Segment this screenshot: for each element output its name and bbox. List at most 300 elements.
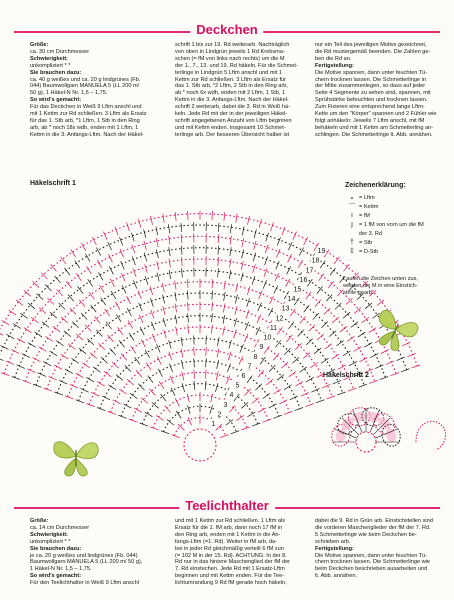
round-number-label: 9 bbox=[259, 344, 264, 352]
stitch-mark bbox=[144, 241, 146, 250]
stitch-mark bbox=[0, 331, 3, 335]
stitch-mark bbox=[169, 340, 172, 349]
stitch-mark bbox=[175, 398, 179, 406]
stitch-mark bbox=[234, 318, 237, 327]
stitch-mark bbox=[176, 327, 178, 336]
stitch-mark bbox=[127, 308, 131, 316]
stitch-mark bbox=[240, 344, 244, 352]
stitch-mark bbox=[224, 281, 225, 290]
stitch-mark bbox=[105, 309, 110, 316]
stitch-mark bbox=[182, 383, 185, 392]
stitch-mark bbox=[32, 358, 40, 362]
stitch-mark bbox=[412, 365, 420, 368]
legend-text: = Stb bbox=[359, 239, 373, 246]
stitch-mark bbox=[139, 303, 143, 311]
section-heading: Sie brauchen dazu: bbox=[30, 69, 82, 76]
text-line: beginnen und mit Kettm enden. Für die Tee- bbox=[175, 573, 285, 580]
stitch-mark bbox=[65, 369, 73, 373]
text-column-1 bbox=[30, 518, 162, 587]
stitch-mark bbox=[148, 376, 153, 383]
round-number-label: 18 bbox=[311, 257, 320, 265]
stitch-mark bbox=[254, 229, 256, 238]
stitch-mark bbox=[273, 415, 281, 418]
diagram-2-label: Häkelschrift 2 bbox=[323, 372, 369, 379]
stitch-mark bbox=[332, 317, 339, 323]
round-number-label: 16 bbox=[299, 276, 308, 284]
stitch-mark bbox=[187, 302, 188, 311]
butterfly-image bbox=[48, 432, 104, 480]
text-line: Sprühstärke befeuchten und trocknen lassen. bbox=[315, 97, 428, 104]
legend-symbol-icon: ⌒ bbox=[348, 203, 356, 211]
stitch-mark bbox=[206, 336, 207, 345]
stitch-mark bbox=[241, 273, 243, 282]
text-column-3 bbox=[315, 518, 447, 580]
stitch-mark bbox=[120, 249, 123, 257]
text-line: 50 g), 1 Häkel-N Nr. 1,5 – 1,75. bbox=[30, 90, 108, 97]
stitch-mark bbox=[248, 216, 250, 225]
text-line: lichtumrandung 9 Rd fM gerade hoch häkeln, bbox=[175, 580, 287, 587]
stitch-mark bbox=[24, 328, 31, 333]
stitch-mark bbox=[140, 423, 148, 426]
stitch-mark bbox=[315, 300, 321, 307]
stitch-mark bbox=[288, 254, 292, 262]
stitch-mark bbox=[182, 372, 184, 381]
stitch-mark bbox=[27, 369, 35, 373]
stitch-mark bbox=[71, 250, 76, 258]
round-number-label: 13 bbox=[281, 305, 290, 313]
section-heading: Fertigstellung: bbox=[315, 62, 354, 69]
text-line: der 1., 7., 13. und 19. Rd häkeln. Für die Schmet- bbox=[175, 62, 298, 69]
stitch-mark bbox=[86, 404, 94, 407]
stitch-mark bbox=[113, 400, 121, 404]
stitch-mark bbox=[386, 361, 394, 365]
stitch-mark bbox=[265, 245, 268, 254]
round-number-label: 15 bbox=[293, 286, 302, 294]
stitch-mark bbox=[300, 367, 307, 372]
legend-symbol-icon: ȷ bbox=[351, 221, 353, 228]
stitch-mark bbox=[230, 224, 231, 233]
text-line: ab * noch 6x wdh, enden mit 2 Lftm, 1 Stb, 1 bbox=[175, 90, 286, 97]
stitch-mark bbox=[138, 291, 141, 299]
stitch-mark bbox=[277, 237, 280, 245]
stitch-mark bbox=[351, 322, 358, 328]
stitch-mark bbox=[236, 283, 238, 292]
text-line: der Mitte zusammenlegen, so dass auf jeder bbox=[315, 83, 426, 90]
stitch-mark bbox=[64, 331, 71, 337]
stitch-mark bbox=[242, 226, 244, 235]
stitch-mark bbox=[151, 310, 154, 318]
text-line: folgt anhäkeln: Jeweils 7 Lftm anschl, mit fM bbox=[315, 117, 425, 124]
stitch-mark bbox=[136, 370, 142, 377]
stitch-mark bbox=[181, 246, 182, 255]
stitch-mark bbox=[181, 268, 182, 277]
text-line: Zum Fixieren eine entsprechend lange Lftm- bbox=[315, 104, 425, 111]
stitch-mark bbox=[126, 296, 130, 304]
text-line: Ersatz für die 1. fM arb, dann noch 17 fM in bbox=[175, 524, 283, 531]
stitch-mark bbox=[49, 351, 57, 356]
stitch-mark bbox=[80, 388, 88, 392]
section-heading: Größe: bbox=[30, 42, 49, 48]
stitch-mark bbox=[301, 392, 309, 396]
section-banner-teelichthalter bbox=[14, 500, 440, 514]
text-line: schrift angegebenen Anzahl von Lftm beginnen bbox=[175, 117, 292, 124]
legend-text: = D-Stb bbox=[359, 248, 379, 255]
stitch-mark bbox=[194, 347, 195, 356]
stitch-mark bbox=[241, 427, 249, 430]
stitch-mark bbox=[110, 348, 116, 355]
stitch-mark bbox=[270, 296, 274, 304]
stitch-mark bbox=[313, 313, 319, 320]
stitch-mark bbox=[109, 266, 113, 274]
section-title: Deckchen bbox=[190, 22, 263, 37]
stitch-mark bbox=[236, 214, 237, 223]
stitch-mark bbox=[91, 305, 97, 312]
text-line: Kette um den "Körper" spannen und 2 Fühler wie bbox=[315, 111, 437, 118]
stitch-mark bbox=[44, 388, 52, 391]
stitch-mark bbox=[98, 343, 104, 349]
stitch-mark bbox=[212, 313, 213, 322]
legend-row bbox=[345, 211, 450, 220]
legend-note-line: werden die M in eine Einstich- bbox=[343, 282, 418, 289]
diagram-1-label: Häkelschrift 1 bbox=[30, 180, 76, 187]
text-line: nur ein Teil des jeweiligen Motivs gezeichnet, bbox=[315, 42, 427, 48]
stitch-mark bbox=[144, 229, 146, 238]
stitch-mark bbox=[217, 360, 219, 369]
text-column-2 bbox=[175, 42, 307, 139]
section-title: Teelichthalter bbox=[179, 498, 275, 513]
stitch-mark bbox=[263, 419, 271, 422]
stitch-mark bbox=[22, 380, 30, 383]
stitch-mark bbox=[38, 373, 46, 377]
round-number-label: 19 bbox=[317, 248, 326, 256]
text-line: (= 102 M in der 15. Rd). ACHTUNG: In der 8. bbox=[175, 552, 287, 559]
text-line: ben die Rd an. bbox=[315, 55, 352, 62]
stitch-mark bbox=[235, 295, 237, 304]
stitch-mark bbox=[273, 389, 280, 394]
stitch-mark bbox=[61, 354, 69, 359]
stitch-mark bbox=[188, 417, 192, 425]
stitch-mark bbox=[279, 400, 287, 404]
stitch-mark bbox=[17, 338, 25, 343]
stitch-mark bbox=[175, 315, 177, 324]
stitch-mark bbox=[112, 362, 119, 368]
stitch-mark bbox=[289, 322, 294, 329]
stitch-mark bbox=[150, 427, 158, 430]
stitch-mark bbox=[33, 384, 41, 387]
stitch-mark bbox=[43, 362, 51, 366]
stitch-mark bbox=[45, 336, 52, 341]
stitch-mark bbox=[375, 365, 383, 369]
round-number-label: 1 bbox=[211, 421, 216, 429]
text-line: chern trocknen lassen. Die Schmetterlinge wie bbox=[315, 559, 431, 566]
stitch-mark bbox=[304, 305, 310, 312]
legend-text: = 1 fM von vorn um die fM bbox=[359, 221, 424, 228]
stitch-mark bbox=[230, 236, 231, 245]
text-line: die vorderen Maschenglieder der fM der 7. Rd. bbox=[315, 524, 431, 531]
stitch-mark bbox=[264, 268, 267, 276]
stitch-mark bbox=[295, 381, 303, 386]
stitch-mark bbox=[244, 334, 248, 342]
section-heading: Schwierigkeit: bbox=[30, 531, 68, 538]
stitch-mark bbox=[156, 238, 158, 247]
stitch-mark bbox=[324, 308, 330, 315]
text-line: Kettm in die 3. Anfangs-Lftm. Nach der Häkel- bbox=[30, 131, 144, 138]
round-number-label: 3 bbox=[223, 401, 228, 409]
legend-row bbox=[345, 193, 450, 202]
stitch-mark bbox=[259, 291, 262, 299]
stitch-mark bbox=[157, 356, 161, 364]
stitch-mark bbox=[229, 270, 231, 279]
text-column-3 bbox=[315, 42, 447, 139]
text-line: schrift 1 bis zur 19. Rd weiterarb. Nachträglich bbox=[175, 42, 290, 48]
text-column-2 bbox=[175, 518, 307, 587]
stitch-mark bbox=[274, 285, 278, 293]
stitch-mark bbox=[282, 227, 285, 235]
legend-row bbox=[345, 229, 450, 238]
stitch-mark bbox=[226, 376, 230, 384]
stitch-mark bbox=[175, 304, 177, 313]
stitch-mark bbox=[132, 256, 135, 264]
stitch-mark bbox=[103, 232, 107, 240]
stitch-mark bbox=[218, 257, 219, 266]
stitch-mark bbox=[223, 315, 225, 324]
stitch-mark bbox=[110, 279, 114, 287]
stitch-mark bbox=[120, 237, 123, 245]
stitch-round bbox=[15, 248, 386, 378]
stitch-mark bbox=[163, 214, 164, 223]
stitch-mark bbox=[115, 227, 118, 235]
stitch-mark bbox=[218, 268, 219, 277]
stitch-mark bbox=[358, 332, 365, 337]
legend-text: = Lftm bbox=[359, 194, 375, 201]
text-line: beim Deckchen beschrieben ausarbeiten und bbox=[315, 566, 428, 573]
stitch-mark bbox=[35, 332, 42, 337]
stitch-mark bbox=[169, 259, 170, 268]
stitch-mark bbox=[194, 381, 195, 390]
stitch-mark bbox=[188, 325, 189, 334]
text-line: 5 Schmetterlinge wie beim Deckchen be- bbox=[315, 531, 417, 538]
text-line: 7. Rd einstechen. Jede Rd mit 1 Ersatz-Lftm bbox=[175, 566, 285, 573]
stitch-mark bbox=[159, 381, 164, 389]
stitch-mark bbox=[275, 273, 279, 281]
text-line: das 1. Stb arb, *2 Lftm, 2 Stb in den Ring arb, bbox=[175, 83, 288, 90]
text-line: je ca. 20 g weißes und lindgrünes (Fb. 044) bbox=[30, 552, 138, 559]
stitch-mark bbox=[72, 322, 78, 328]
text-line: ca. 14 cm Durchmesser bbox=[30, 524, 90, 531]
stitch-mark bbox=[218, 223, 219, 232]
stitch-mark bbox=[144, 253, 147, 262]
text-line: von oben in Lindgrün jeweils 1 Rd Krebsma- bbox=[175, 48, 285, 55]
stitch-mark bbox=[70, 384, 78, 388]
text-line: unkompliziert * * bbox=[30, 538, 71, 545]
stitch-mark bbox=[157, 273, 159, 282]
stitch-mark bbox=[104, 371, 111, 376]
text-line: Seite 4 Segmente zu sehen sind, spannen, mit bbox=[315, 90, 431, 97]
stitch-mark bbox=[252, 423, 260, 426]
stitch-mark bbox=[304, 237, 308, 245]
round-number-label: 2 bbox=[217, 411, 222, 419]
stitch-mark bbox=[263, 393, 270, 398]
stitch-mark bbox=[263, 280, 266, 288]
stitch-mark bbox=[101, 357, 108, 363]
stitch-mark bbox=[141, 339, 145, 347]
stitch-mark bbox=[206, 358, 207, 367]
stitch-mark bbox=[181, 337, 183, 346]
stitch-mark bbox=[306, 339, 313, 345]
text-line: schlingen. Die Schmetterlinge lt. Abb. annähen. bbox=[315, 131, 433, 138]
stitch-mark bbox=[116, 315, 121, 323]
stitch-mark bbox=[306, 377, 314, 382]
legend-row bbox=[345, 247, 450, 256]
stitch-mark bbox=[163, 306, 165, 315]
legend-symbol-icon: † bbox=[350, 239, 354, 246]
text-line: und mit 1 Kettm zur Rd schließen. 1 Lftm als bbox=[175, 518, 286, 524]
stitch-mark bbox=[242, 238, 244, 247]
stitch-mark bbox=[245, 322, 248, 330]
text-line: Rd nur in das hintere Maschenglied der fM der bbox=[175, 559, 291, 566]
stitch-mark bbox=[271, 223, 274, 232]
stitch-mark bbox=[9, 310, 16, 315]
stitch-mark bbox=[170, 376, 174, 384]
text-line: ca. 40 g weißes und ca. 20 g lindgrünes (Fb. bbox=[30, 76, 141, 83]
stitch-mark bbox=[86, 377, 94, 382]
text-line: ca. 30 cm Durchmesser bbox=[30, 48, 90, 55]
stitch-mark bbox=[54, 392, 62, 395]
stitch-mark bbox=[212, 279, 213, 288]
section-banner-deckchen bbox=[14, 24, 440, 38]
stitch-mark bbox=[218, 234, 219, 243]
stitch-mark bbox=[119, 389, 126, 394]
round-number-label: 4 bbox=[229, 392, 234, 400]
stitch-mark bbox=[206, 347, 207, 356]
round-number-label: 12 bbox=[275, 315, 284, 323]
stitch-mark bbox=[157, 344, 161, 352]
round-number-label: 5 bbox=[235, 382, 240, 390]
text-line: lt. Abb. annähen. bbox=[315, 573, 357, 580]
stitch-mark bbox=[231, 431, 239, 434]
round-number-label: 7 bbox=[247, 363, 252, 371]
text-line: den Ring arb, enden mit 1 Kettm in die An- bbox=[175, 531, 281, 538]
text-line: behäkeln und mit 1 Kettm am Schmetterling an- bbox=[315, 124, 434, 131]
stitch-mark bbox=[56, 341, 63, 346]
stitch-mark bbox=[115, 302, 120, 310]
stitch-mark bbox=[194, 370, 195, 379]
stitch-mark bbox=[132, 245, 135, 254]
section-heading: Schwierigkeit: bbox=[30, 55, 68, 62]
text-line: Die Motive spannen, dann unter feuchten Tü- bbox=[315, 552, 428, 559]
stitch-mark bbox=[81, 313, 87, 320]
stitch-mark bbox=[319, 273, 324, 280]
stitch-mark bbox=[39, 347, 47, 352]
stitch-mark bbox=[171, 435, 179, 438]
text-line: unkompliziert * * bbox=[30, 62, 71, 69]
stitch-mark bbox=[194, 336, 195, 345]
text-line: fangs-Lftm (=1. Rd). Weiter in fM arb, da- bbox=[175, 538, 278, 545]
stitch-mark bbox=[108, 385, 116, 390]
stitch-mark bbox=[224, 292, 225, 301]
stitch-mark bbox=[205, 370, 206, 379]
text-line: Für den Teelichthalter in Weiß 9 Lftm anschl bbox=[30, 580, 139, 587]
stitch-mark bbox=[86, 266, 91, 274]
stitch-mark bbox=[152, 334, 156, 342]
stitch-mark bbox=[145, 264, 148, 273]
stitch-mark bbox=[20, 313, 27, 318]
text-line: schen (= fM von links nach rechts) um die M bbox=[175, 55, 285, 62]
stitch-mark bbox=[163, 295, 165, 304]
stitch-mark bbox=[121, 353, 127, 360]
stitch-mark bbox=[81, 243, 86, 251]
stitch-mark bbox=[49, 376, 57, 380]
stitch-mark bbox=[28, 343, 36, 348]
stitch-mark bbox=[287, 266, 291, 274]
stitch-mark bbox=[131, 233, 134, 242]
stitch-mark bbox=[258, 303, 262, 311]
stitch-mark bbox=[175, 281, 176, 290]
stitch-mark bbox=[187, 279, 188, 288]
stitch-mark bbox=[401, 369, 409, 372]
stitch-mark bbox=[140, 327, 144, 335]
section-heading: So wird's gemacht: bbox=[30, 573, 82, 580]
stitch-mark bbox=[216, 372, 218, 381]
stitch-mark bbox=[133, 280, 136, 288]
stitch-mark bbox=[151, 322, 154, 330]
stitch-mark bbox=[162, 283, 164, 292]
stitch-mark bbox=[253, 264, 256, 273]
stitch-mark bbox=[76, 273, 81, 280]
text-line: terlinge in Lindgrün 5 Lftm anschl und mit 1 bbox=[175, 69, 282, 76]
stitch-mark bbox=[156, 250, 158, 259]
text-line: Kettm in die 3. Anfangs-Lftm. Nach der Häkel- bbox=[175, 97, 289, 104]
stitch-mark bbox=[228, 352, 231, 361]
stitch-mark bbox=[230, 247, 231, 256]
stitch-mark bbox=[329, 331, 336, 337]
stitch-mark bbox=[129, 419, 137, 422]
stitch-mark bbox=[235, 306, 237, 315]
stitch-mark bbox=[330, 268, 335, 275]
legend-symbol-icon: ı bbox=[351, 212, 353, 219]
stitch-mark bbox=[290, 396, 298, 400]
legend-note-line: stelle gearb. bbox=[343, 289, 374, 296]
stitch-mark bbox=[88, 279, 93, 286]
stitch-mark bbox=[252, 276, 255, 285]
legend-row bbox=[345, 220, 450, 229]
stitch-mark bbox=[194, 358, 195, 367]
text-line: für das 1. Stb arb, *1 Lftm, 1 Stb in den Ring bbox=[30, 117, 140, 124]
stitch-mark bbox=[92, 237, 96, 245]
stitch-mark bbox=[13, 323, 21, 328]
stitch-mark bbox=[76, 373, 84, 378]
text-line: 1 Häkel-N Nr. 1,5 – 1,75. bbox=[30, 566, 92, 573]
stitch-mark bbox=[156, 226, 158, 235]
stitch-mark bbox=[253, 253, 256, 262]
text-line: terlinge arb. Der besseren Übersicht halber ist bbox=[175, 131, 290, 138]
stitch-mark bbox=[133, 268, 136, 276]
stitch-mark bbox=[53, 326, 60, 332]
stitch-mark bbox=[129, 333, 134, 341]
stitch-mark bbox=[99, 285, 104, 293]
stitch-mark bbox=[295, 407, 303, 410]
stitch-mark bbox=[97, 260, 101, 268]
round-number-label: 11 bbox=[269, 324, 278, 332]
stitch-mark bbox=[97, 407, 105, 410]
stitch-mark bbox=[220, 435, 228, 438]
text-line: mit 1 Kettm zur Rd schließen. 3 Lftm als Ersatz bbox=[30, 111, 147, 118]
stitch-mark bbox=[175, 292, 176, 301]
stitch-mark bbox=[11, 349, 19, 353]
text-line: und mit Kettm enden. Insgesamt 10 Schmet- bbox=[175, 124, 286, 131]
stitch-mark bbox=[151, 216, 153, 225]
round-number-label: 17 bbox=[305, 267, 314, 275]
